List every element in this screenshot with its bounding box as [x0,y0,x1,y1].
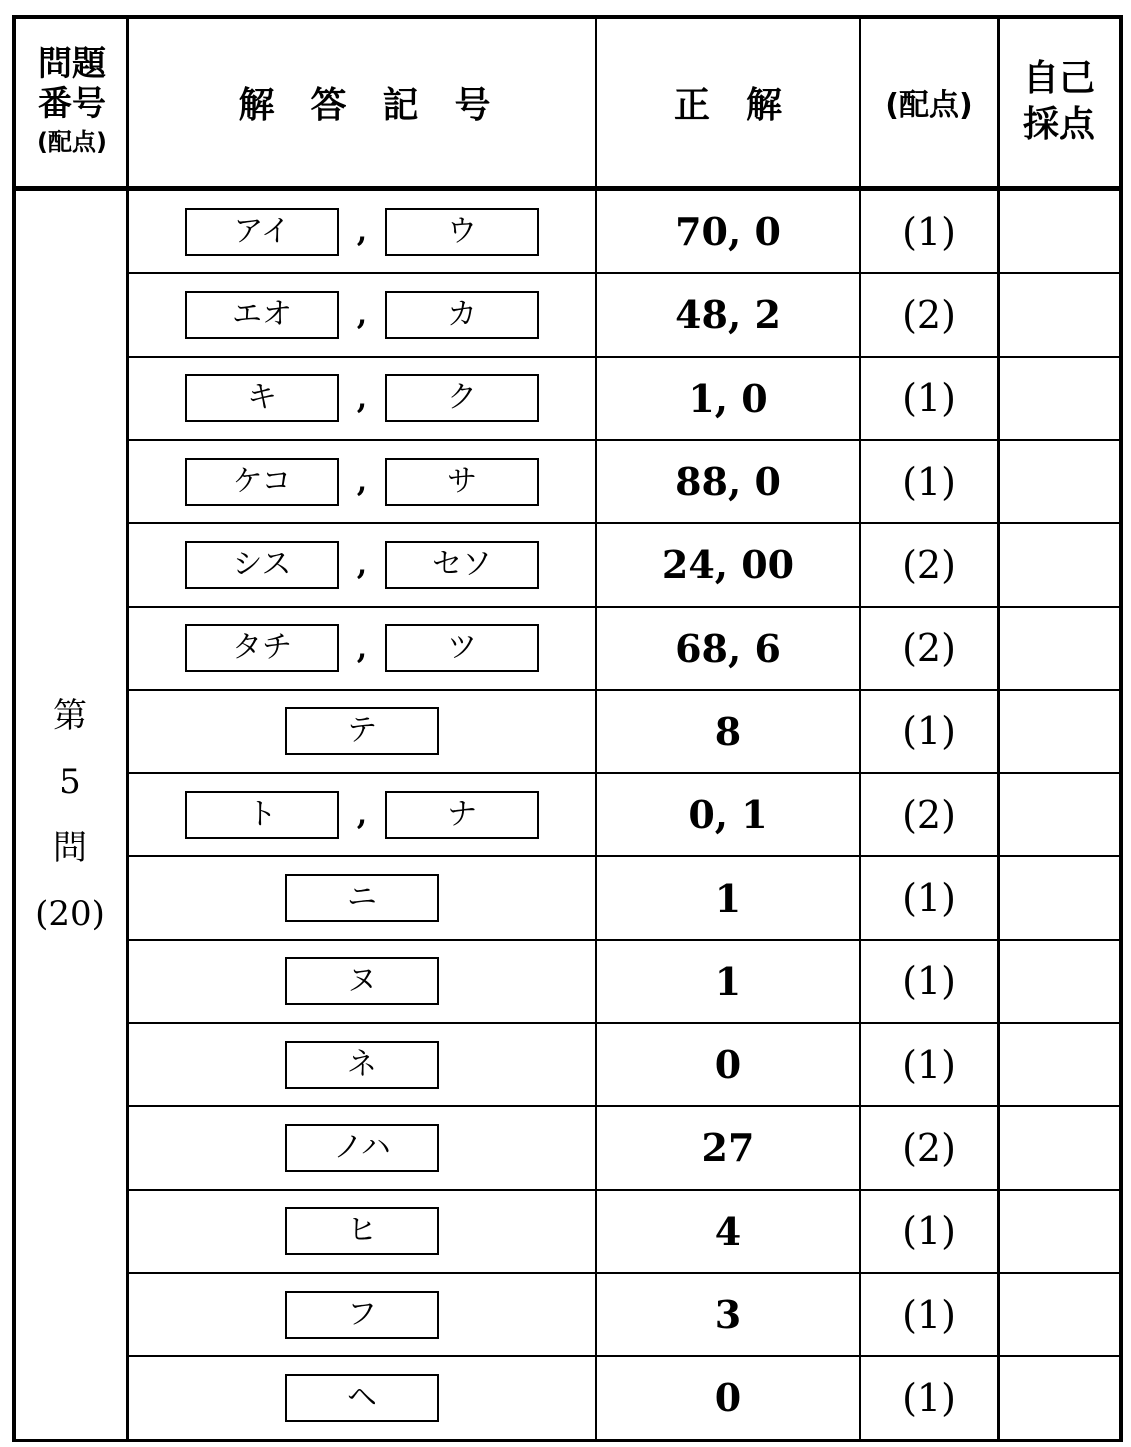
self-score-cell[interactable] [1000,690,1119,773]
self-score-cell[interactable] [1000,190,1119,273]
correct-answer: 1 [714,875,742,921]
self-score-cell[interactable] [1000,940,1119,1023]
points-value: (2) [902,542,956,587]
answer-symbol-box: フ [285,1291,439,1339]
correct-answer: 88, 0 [675,459,781,505]
column-divider-correct-answer [859,15,861,1442]
answer-symbol-box: ネ [285,1041,439,1089]
correct-answer: 0, 1 [688,792,768,838]
points-value: (2) [902,292,956,337]
answer-symbol-cell [129,1106,595,1189]
answer-symbol-cell [129,1023,595,1106]
answer-symbol-box: セソ [385,541,539,589]
self-score-cell[interactable] [1000,856,1119,939]
symbol-separator: , [356,547,368,583]
self-score-cell[interactable] [1000,1356,1119,1439]
answer-symbol-box: ウ [385,208,539,256]
answer-symbol-cell [129,190,595,273]
answer-symbol-box: タチ [185,624,339,672]
points-value: (1) [902,1375,956,1420]
correct-answer: 70, 0 [675,209,781,255]
points-value: (2) [902,792,956,837]
symbol-separator: , [356,797,368,833]
header-question-number-line1: 問題 [38,44,106,84]
self-score-cell[interactable] [1000,1023,1119,1106]
answer-symbol-box: ケコ [185,458,339,506]
self-score-cell[interactable] [1000,1106,1119,1189]
answer-symbol-box: ト [185,791,339,839]
header-question-number [14,18,130,186]
answer-symbol-cell [129,690,595,773]
header-self-score-line1: 自己 [1022,58,1095,99]
answer-symbol-box: テ [285,707,439,755]
answer-symbol-box: ナ [385,791,539,839]
points-value: (1) [902,459,956,504]
answer-symbol-cell [129,357,595,440]
question-label [14,190,126,1440]
symbol-separator: , [356,380,368,416]
answer-symbol-cell [129,940,595,1023]
self-score-cell[interactable] [1000,357,1119,440]
points-value: (1) [902,709,956,754]
symbol-separator: , [356,630,368,666]
self-score-cell[interactable] [1000,523,1119,606]
header-answer-symbol: 解 答 記 号 [238,84,491,126]
table-bottom-border [12,1439,1122,1442]
answer-symbol-box: ニ [285,874,439,922]
correct-answer: 8 [714,708,742,754]
table-left-border [12,15,16,1442]
answer-symbol-box: ノハ [285,1124,439,1172]
table-top-border [12,15,1122,19]
header-self-score [998,18,1120,186]
answer-symbol-cell [129,1273,595,1356]
answer-symbol-box: アイ [185,208,339,256]
answer-symbol-cell [129,856,595,939]
points-value: (1) [902,376,956,421]
header-question-number-line2: 番号 [38,84,106,124]
points-value: (1) [902,1209,956,1254]
correct-answer: 4 [714,1208,742,1254]
answer-symbol-cell [129,523,595,606]
answer-symbol-cell [129,773,595,856]
points-value: (2) [902,626,956,671]
header-points: (配点) [885,88,973,123]
correct-answer: 3 [714,1292,742,1338]
points-value: (1) [902,876,956,921]
header-correct-answer: 正 解 [673,84,782,126]
answer-symbol-box: エオ [185,291,339,339]
header-question-number-line3: (配点) [37,128,107,156]
symbol-separator: , [356,214,368,250]
self-score-cell[interactable] [1000,273,1119,356]
self-score-cell[interactable] [1000,773,1119,856]
self-score-cell[interactable] [1000,607,1119,690]
answer-symbol-cell [129,607,595,690]
column-divider-question [126,15,129,1442]
question-number: 5 [59,762,81,802]
question-label-mon: 問 [53,828,87,868]
answer-symbol-box: ツ [385,624,539,672]
header-bottom-border [12,186,1122,191]
answer-symbol-cell [129,1356,595,1439]
answer-symbol-box: カ [385,291,539,339]
answer-symbol-box: ヌ [285,957,439,1005]
table-right-border [1119,15,1123,1442]
self-score-cell[interactable] [1000,1190,1119,1273]
correct-answer: 0 [714,1375,742,1421]
self-score-cell[interactable] [1000,440,1119,523]
answer-symbol-box: キ [185,374,339,422]
points-value: (1) [902,1042,956,1087]
points-value: (1) [902,1292,956,1337]
correct-answer: 1 [714,958,742,1004]
correct-answer: 1, 0 [688,375,768,421]
answer-symbol-cell [129,273,595,356]
correct-answer: 27 [701,1125,755,1171]
answer-symbol-box: サ [385,458,539,506]
self-score-cell[interactable] [1000,1273,1119,1356]
question-total-points: (20) [35,894,105,934]
answer-symbol-box: シス [185,541,339,589]
header-self-score-line2: 採点 [1022,104,1095,145]
answer-symbol-box: ヒ [285,1207,439,1255]
answer-symbol-cell [129,1190,595,1273]
symbol-separator: , [356,297,368,333]
column-divider-answer-symbol [595,15,597,1442]
symbol-separator: , [356,464,368,500]
answer-symbol-cell [129,440,595,523]
question-label-dai: 第 [53,696,87,736]
column-divider-points [997,15,1000,1442]
points-value: (2) [902,1125,956,1170]
correct-answer: 0 [714,1042,742,1088]
points-value: (1) [902,959,956,1004]
correct-answer: 68, 6 [675,625,781,671]
answer-symbol-box: ク [385,374,539,422]
correct-answer: 48, 2 [675,292,781,338]
answer-symbol-box: ヘ [285,1374,439,1422]
correct-answer: 24, 00 [661,542,795,588]
points-value: (1) [902,209,956,254]
